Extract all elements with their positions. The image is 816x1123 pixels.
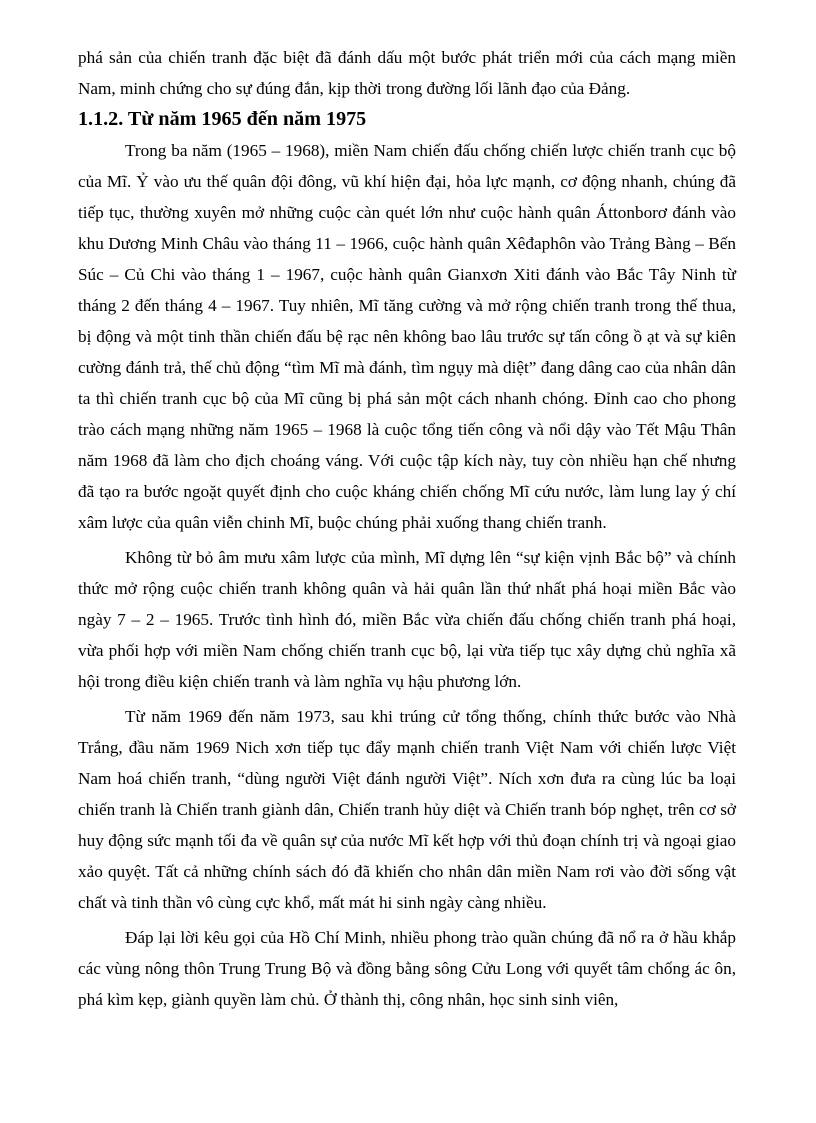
paragraph-continuation: phá sản của chiến tranh đặc biệt đã đánh dấu một bước phát triển mới của cách mạng miền Nam, minh chứng cho sự đúng đắn, kịp thời trong đường lối lãnh đạo của Đảng. <box>78 48 736 98</box>
paragraph-4: Đáp lại lời kêu gọi của Hồ Chí Minh, nhiều phong trào quần chúng đã nổ ra ở hầu khắp các vùng nông thôn Trung Trung Bộ và đồng bằng sông Cửu Long với quyết tâm chống ác ôn, phá kìm kẹp, giành quyền làm chủ. Ở thành thị, công nhân, học sinh sinh viên, <box>78 928 736 1009</box>
paragraph-1: Trong ba năm (1965 – 1968), miền Nam chiến đấu chống chiến lược chiến tranh cục bộ của Mĩ. Ỷ vào ưu thế quân đội đông, vũ khí hiện đại, hỏa lực mạnh, cơ động nhanh, chúng đã tiếp tục, thường xuyên mở những cuộc càn quét lớn như cuộc hành quân Áttonborơ đánh vào khu Dương Minh Châu vào tháng 11 – 1966, cuộc hành quân Xêđaphôn vào Trảng Bàng – Bến Súc – Củ Chi vào tháng 1 – 1967, cuộc hành quân Gianxơn Xiti đánh vào Bắc Tây Ninh từ tháng 2 đến tháng 4 – 1967. Tuy nhiên, Mĩ tăng cường và mở rộng chiến tranh trong thế thua, bị động và một tinh thần chiến đấu bệ rạc nên không bao lâu trước sự tấn công ồ ạt và sự kiên cường đánh trả, thế chủ động “tìm Mĩ mà đánh, tìm ngụy mà diệt” đang dâng cao của nhân dân ta thì chiến tranh cục bộ của Mĩ cũng bị phá sản một cách nhanh chóng. Đỉnh cao cho phong trào cách mạng những năm 1965 – 1968 là cuộc tổng tiến công và nổi dậy vào Tết Mậu Thân năm 1968 đã làm cho địch choáng váng. Với cuộc tập kích này, tuy còn nhiều hạn chế nhưng đã tạo ra bước ngoặt quyết định cho cuộc kháng chiến chống Mĩ cứu nước, làm lung lay ý chí xâm lược của quân viễn chinh Mĩ, buộc chúng phải xuống thang chiến tranh. <box>78 141 736 532</box>
section-heading: 1.1.2. Từ năm 1965 đến năm 1975 <box>78 108 367 130</box>
paragraph-2: Không từ bỏ âm mưu xâm lược của mình, Mĩ dựng lên “sự kiện vịnh Bắc bộ” và chính thức mở rộng cuộc chiến tranh không quân và hải quân lần thứ nhất phá hoại miền Bắc vào ngày 7 – 2 – 1965. Trước tình hình đó, miền Bắc vừa chiến đấu chống chiến tranh phá hoại, vừa phối hợp với miền Nam chống chiến tranh cục bộ, lại vừa tiếp tục xây dựng chủ nghĩa xã hội trong điều kiện chiến tranh và làm nghĩa vụ hậu phương lớn. <box>78 548 736 691</box>
document-page <box>78 42 736 1015</box>
paragraph-3: Từ năm 1969 đến năm 1973, sau khi trúng cử tổng thống, chính thức bước vào Nhà Trắng, đầu năm 1969 Nich xơn tiếp tục đẩy mạnh chiến tranh Việt Nam với chiến lược Việt Nam hoá chiến tranh, “dùng người Việt đánh người Việt”. Ních xơn đưa ra cùng lúc ba loại chiến tranh là Chiến tranh giành dân, Chiến tranh hủy diệt và Chiến tranh bóp nghẹt, trên cơ sở huy động sức mạnh tối đa về quân sự của nước Mĩ kết hợp với thủ đoạn chính trị và ngoại giao xảo quyệt. Tất cả những chính sách đó đã khiến cho nhân dân miền Nam rơi vào đời sống vật chất và tinh thần vô cùng cực khổ, mất mát hi sinh ngày càng nhiều. <box>78 707 736 912</box>
